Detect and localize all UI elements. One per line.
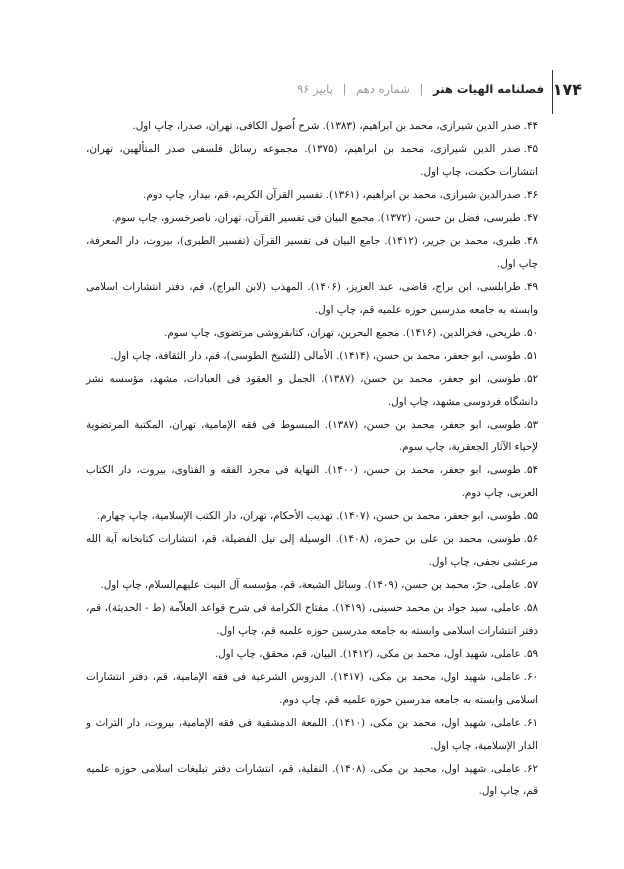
- reference-text: عاملی، شهید اول، محمد بن مکی، (۱۴۱۲). البیان، قم، محقق، چاپ اول.: [214, 648, 521, 661]
- reference-text: صدر الدین شیرازی، محمد بن ابراهیم، (۱۳۷۵). مجموعه رسائل فلسفی صدر المتألهین، تهران، انتشارات حکمت، چاپ اول.: [86, 143, 538, 178]
- reference-item: [86, 666, 538, 711]
- reference-item: [86, 345, 538, 368]
- header-text: [297, 82, 544, 96]
- reference-item: [86, 184, 538, 207]
- reference-number: ۴۷.: [523, 211, 538, 224]
- header-separator: |: [342, 82, 347, 96]
- reference-number: ۵۳.: [523, 418, 539, 431]
- reference-text: عاملی، شهید اول، محمد بن مکی، (۱۴۱۰). اللمعة الدمشقیة فی فقه الإمامیة، بیروت، دار التراث و الدار الإسلامیة، چاپ اول.: [86, 716, 538, 752]
- journal-title: فصلنامه الهیات هنر: [433, 82, 544, 96]
- reference-text: طبری، محمد بن جریر، (۱۴۱۲). جامع البیان فی تفسیر القرآن (تفسیر الطبری)، بیروت، دار المعرفة، چاپ اول.: [86, 235, 538, 270]
- reference-item: [86, 276, 538, 321]
- season-label: پاییز ۹۶: [297, 82, 333, 96]
- reference-item: [86, 322, 538, 345]
- reference-item: [86, 505, 538, 528]
- reference-item: [86, 459, 538, 504]
- reference-item: [86, 368, 538, 413]
- running-header: [60, 62, 582, 112]
- reference-item: [86, 230, 538, 275]
- reference-number: ۴۶.: [523, 188, 538, 201]
- reference-number: ۶۰.: [523, 671, 538, 684]
- header-separator: |: [419, 82, 424, 96]
- reference-number: ۵۱.: [523, 349, 538, 362]
- reference-item: [86, 115, 538, 138]
- reference-item: [86, 574, 538, 597]
- header-divider: [552, 70, 554, 114]
- reference-number: ۵۰.: [523, 326, 538, 339]
- reference-number: ۵۲.: [523, 372, 538, 385]
- reference-text: عاملی، حرّ، محمد بن حسن، (۱۴۰۹). وسائل الشیعة، قم، مؤسسه آل البیت علیهم‌السلام، چاپ اول.: [100, 579, 521, 592]
- reference-number: ۴۸.: [523, 235, 538, 248]
- issue-label: شماره دهم: [356, 82, 410, 96]
- page-number: ۱۷۴: [552, 80, 582, 99]
- reference-text: صدر الدین شیرازی، محمد بن ابراهیم، (۱۳۸۳). شرح اُصول الکافی، تهران، صدرا، چاپ اول.: [132, 120, 521, 132]
- reference-number: ۴۵.: [523, 143, 538, 156]
- reference-number: ۵۸.: [523, 602, 538, 615]
- reference-list: [86, 115, 538, 804]
- reference-text: طبرسی، فضل بن حسن، (۱۳۷۲). مجمع البیان فی تفسیر القرآن، تهران، ناصرخسرو، چاپ سوم.: [111, 211, 521, 224]
- reference-text: عاملی، شهید اول، محمد بن مکی، (۱۴۱۷). الدروس الشرعیة فی فقه الإمامیة، قم، دفتر انتشارات اسلامی وابسته به جامعه مدرسین حوزه علمیه قم، چاپ دوم.: [86, 671, 538, 706]
- reference-text: صدرالدین شیرازی، محمد بن ابراهیم، (۱۳۶۱). تفسیر القرآن الکریم، قم، بیدار، چاپ دوم.: [143, 188, 521, 201]
- reference-text: طوسی، ابو جعفر، محمد بن حسن، (۱۴۰۷). تهذیب الأحکام، تهران، دار الکتب الإسلامیة، چاپ چهارم.: [96, 510, 521, 523]
- reference-item: [86, 528, 538, 573]
- reference-number: ۴۹.: [523, 280, 538, 293]
- reference-number: ۵۵.: [523, 510, 538, 523]
- reference-text: طریحی، فخرالدین، (۱۴۱۶). مجمع البحرین، تهران، کتابفروشی مرتضوی، چاپ سوم.: [164, 326, 521, 339]
- reference-item: [86, 758, 538, 803]
- reference-number: ۵۷.: [523, 579, 538, 592]
- reference-number: ۵۹.: [523, 648, 538, 661]
- reference-text: طرابلسی، ابن براج، قاضی، عبد العزیز، (۱۴۰۶). المهذب (لابن البراج)، قم، دفتر انتشارات اسلامی وابسته به جامعه مدرسین حوزه علمیه قم، چاپ اول.: [86, 280, 538, 316]
- reference-item: [86, 138, 538, 183]
- reference-item: [86, 207, 538, 230]
- reference-number: ۵۴.: [523, 464, 538, 477]
- reference-item: [86, 712, 538, 757]
- reference-text: عاملی، سید جواد بن محمد حسینی، (۱۴۱۹). مفتاح الکرامة فی شرح قواعد العلاّمة (ط - الحدیثة)، قم، دفتر انتشارات اسلامی وابسته به جامعه مدرسین حوزه علمیه قم، چاپ اول.: [86, 602, 538, 637]
- reference-number: ۵۶.: [523, 533, 538, 546]
- reference-text: عاملی، شهید اول، محمد بن مکی، (۱۴۰۸). النفلیة، قم، انتشارات دفتر تبلیغات اسلامی حوزه علمیه قم، چاپ اول.: [86, 762, 538, 798]
- reference-text: طوسی، محمد بن علی بن حمزه، (۱۴۰۸). الوسیلة إلی نیل الفضیلة، قم، انتشارات کتابخانه آیة الله مرعشی نجفی، چاپ اول.: [86, 533, 538, 569]
- reference-text: طوسی، ابو جعفر، محمد بن حسن، (۱۳۸۷). الجمل و العقود فی العبادات، مشهد، مؤسسه نشر دانشگاه فردوسی مشهد، چاپ اول.: [86, 372, 538, 408]
- reference-item: [86, 414, 538, 459]
- reference-text: طوسی، ابو جعفر، محمد بن حسن، (۱۴۰۰). النهایة فی مجرد الفقه و الفتاوی، بیروت، دار الکتاب العربی، چاپ دوم.: [86, 464, 538, 500]
- reference-text: طوسی، ابو جعفر، محمد بن حسن، (۱۳۸۷). المبسوط فی فقه الإمامیة، تهران، المکتبة المرتضویة لإحیاء الآثار الجعفریة، چاپ سوم.: [86, 418, 538, 454]
- reference-number: ۴۴.: [523, 120, 538, 132]
- reference-text: طوسی، ابو جعفر، محمد بن حسن، (۱۴۱۴). الأمالی (للشیخ الطوسی)، قم، دار الثقافة، چاپ اول.: [110, 349, 521, 362]
- reference-item: [86, 597, 538, 642]
- reference-number: ۶۱.: [523, 716, 539, 729]
- reference-item: [86, 643, 538, 666]
- reference-number: ۶۲.: [523, 762, 538, 775]
